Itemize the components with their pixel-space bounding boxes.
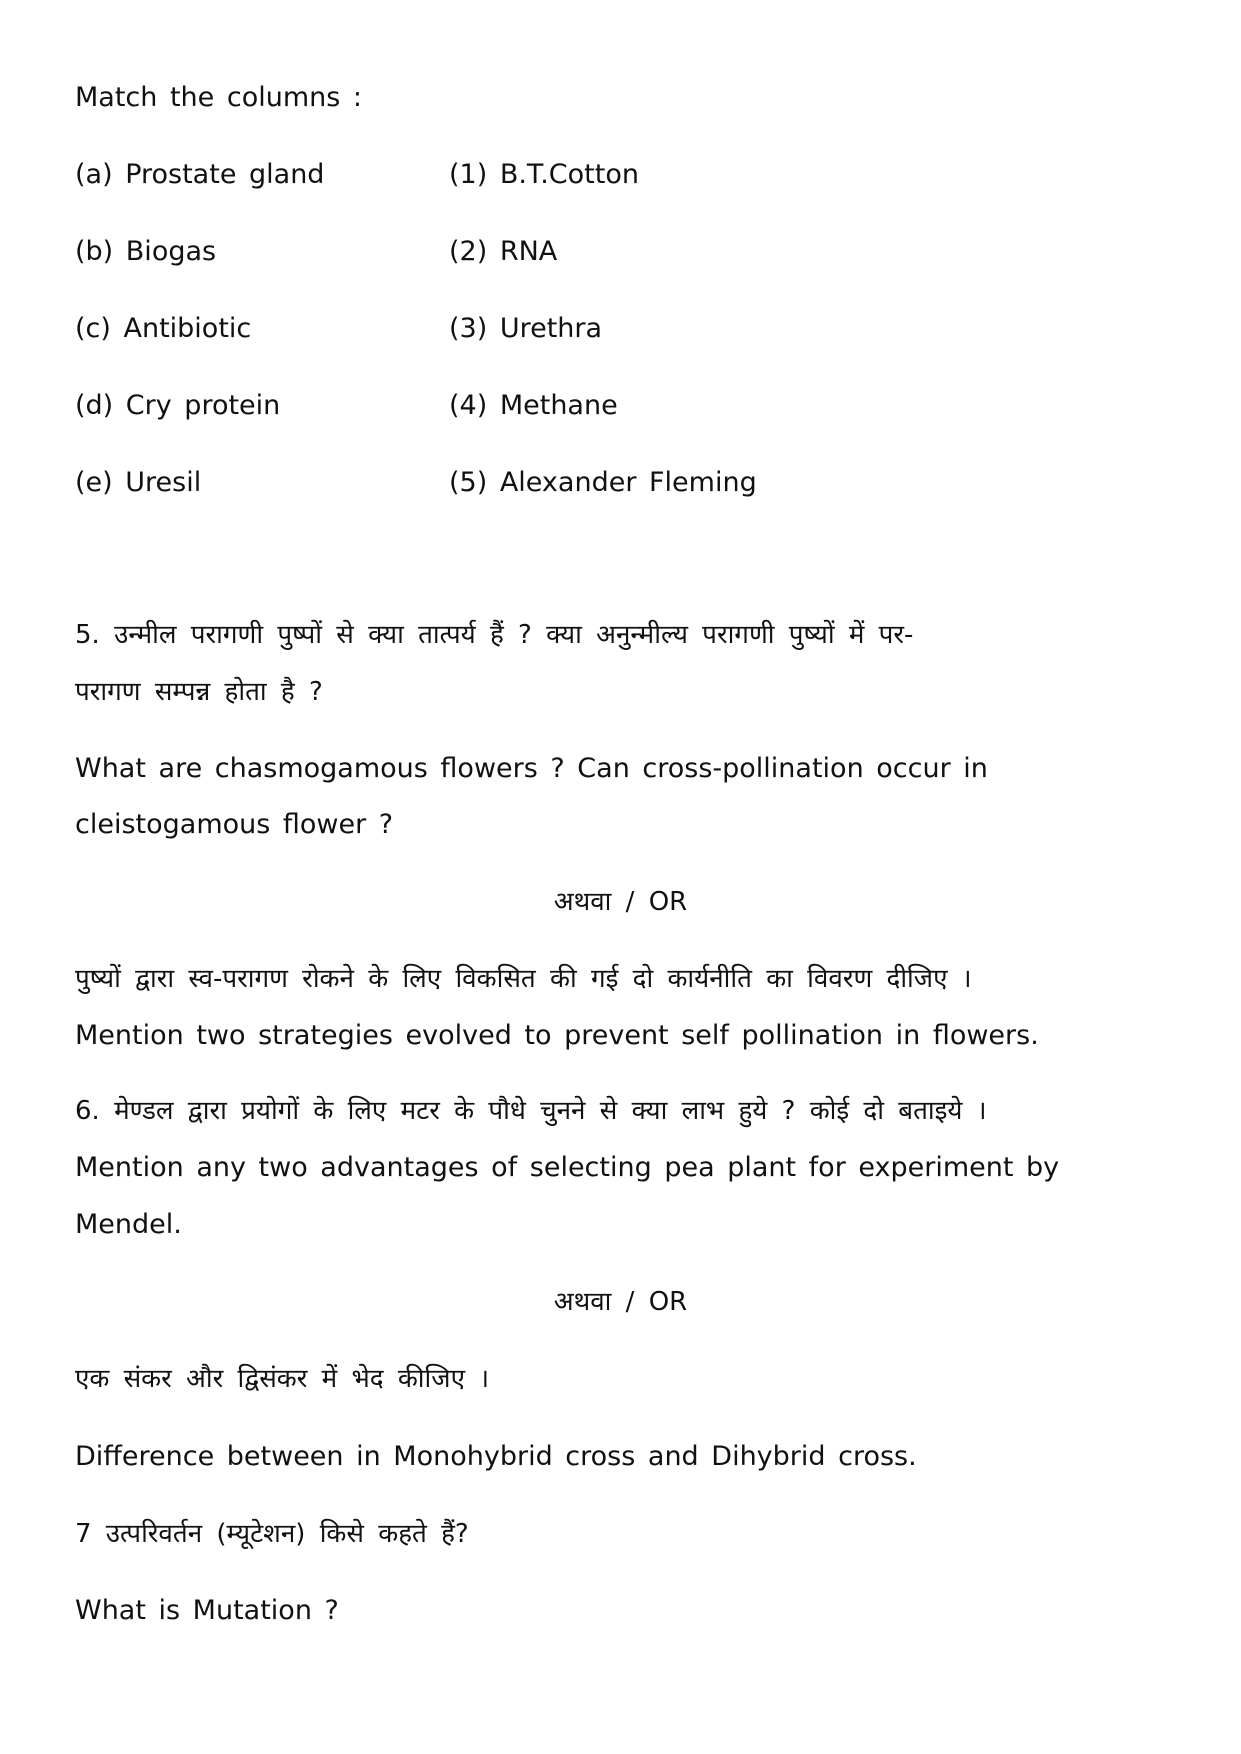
match-right-3: (3) Urethra xyxy=(449,313,603,344)
q7-english: What is Mutation ? xyxy=(75,1595,339,1626)
match-right-5: (5) Alexander Fleming xyxy=(449,467,757,498)
match-right-1: (1) B.T.Cotton xyxy=(449,159,639,190)
q5-alt-english: Mention two strategies evolved to prevent self pollination in flowers. xyxy=(75,1020,1039,1051)
q5-alt-hindi: पुष्यों द्वारा स्व-परागण रोकने के लिए विकसित की गई दो कार्यनीति का विवरण दीजिए । xyxy=(75,964,972,994)
q6-hindi-line1: 6. मेण्डल द्वारा प्रयोगों के लिए मटर के पौधे चुनने से क्या लाभ हुये ? कोई दो बताइये । xyxy=(75,1096,987,1126)
q5-or-separator: अथवा / OR xyxy=(553,887,688,917)
match-left-c: (c) Antibiotic xyxy=(75,313,252,344)
q6-english-line2: Mendel. xyxy=(75,1209,182,1240)
q6-alt-english: Difference between in Monohybrid cross and Dihybrid cross. xyxy=(75,1441,917,1472)
match-left-b: (b) Biogas xyxy=(75,236,217,267)
q6-alt-hindi: एक संकर और द्विसंकर में भेद कीजिए । xyxy=(75,1364,490,1394)
q5-hindi-line2: परागण सम्पन्न होता है ? xyxy=(75,677,323,707)
match-right-4: (4) Methane xyxy=(449,390,618,421)
q5-english-line2: cleistogamous flower ? xyxy=(75,809,394,840)
q5-hindi-line1: 5. उन्मील परागणी पुष्पों से क्या तात्पर्य हैं ? क्या अनुन्मील्य परागणी पुष्यों में पर- xyxy=(75,620,914,650)
q6-or-separator: अथवा / OR xyxy=(553,1287,688,1317)
match-heading: Match the columns : xyxy=(75,82,362,113)
q5-english-line1: What are chasmogamous flowers ? Can cross-pollination occur in xyxy=(75,753,988,784)
match-left-a: (a) Prostate gland xyxy=(75,159,325,190)
match-right-2: (2) RNA xyxy=(449,236,558,267)
match-left-e: (e) Uresil xyxy=(75,467,202,498)
q6-english-line1: Mention any two advantages of selecting pea plant for experiment by xyxy=(75,1152,1060,1183)
match-left-d: (d) Cry protein xyxy=(75,390,281,421)
q7-hindi: 7 उत्परिवर्तन (म्यूटेशन) किसे कहते हैं? xyxy=(75,1519,469,1549)
